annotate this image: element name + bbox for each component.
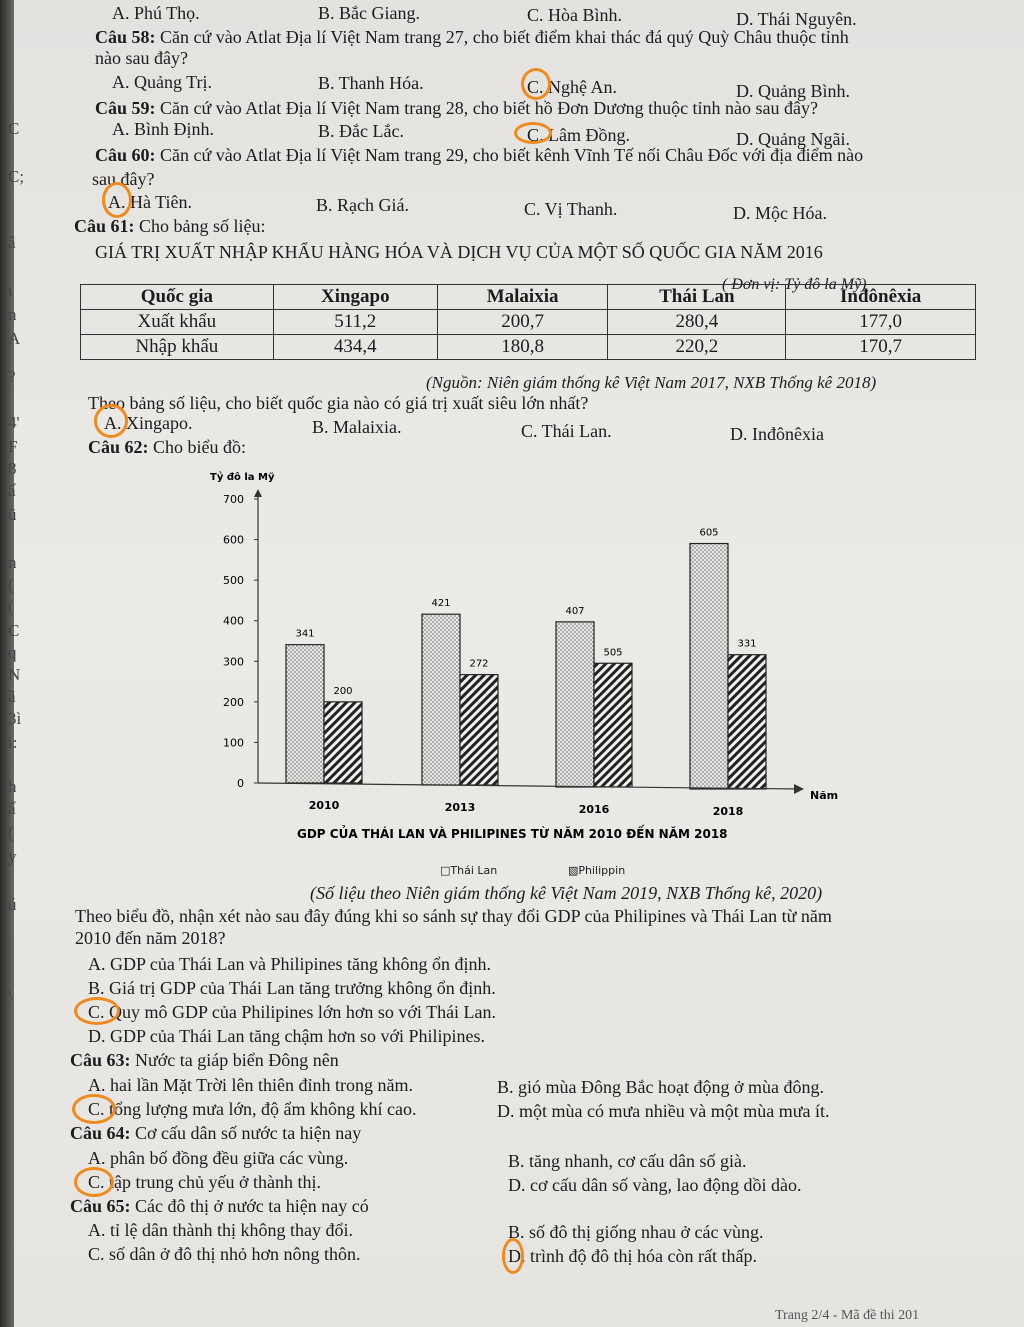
q60-option-b[interactable]: B. Rạch Giá. xyxy=(316,195,409,215)
q58-question xyxy=(95,28,849,48)
q61-prompt: Theo bảng số liệu, cho biết quốc gia nào có giá trị xuất siêu lớn nhất? xyxy=(88,393,589,413)
data-label: 407 xyxy=(565,605,585,617)
legend-thailan: □Thái Lan xyxy=(440,864,498,877)
q65-option-d[interactable]: D. trình độ đô thị hóa còn rất thấp. xyxy=(508,1246,757,1266)
x-tick-label: 2010 xyxy=(308,799,340,812)
q62-question xyxy=(88,438,246,458)
q62-prompt-line2: 2010 đến năm 2018? xyxy=(75,928,226,948)
table-cell: 434,4 xyxy=(273,335,437,360)
bar-philippin xyxy=(324,702,362,783)
q64-question xyxy=(70,1124,361,1144)
y-tick-label: 400 xyxy=(223,614,244,628)
table-cell: 180,8 xyxy=(437,335,607,360)
q63-text: Nước ta giáp biển Đông nên xyxy=(135,1050,339,1070)
table-row xyxy=(81,310,976,335)
y-tick-label: 200 xyxy=(223,695,244,709)
q59-option-d[interactable]: D. Quảng Ngãi. xyxy=(736,129,850,149)
x-axis xyxy=(258,783,804,818)
q64-option-d[interactable]: D. cơ cấu dân số vàng, lao động dồi dào. xyxy=(508,1175,802,1195)
q62-option-d[interactable]: D. GDP của Thái Lan tăng chậm hơn so với Philipines. xyxy=(88,1026,485,1046)
q62-label: Câu 62: xyxy=(88,437,149,457)
bar-philippin xyxy=(728,655,766,789)
q64-text: Cơ cấu dân số nước ta hiện nay xyxy=(135,1123,362,1143)
q59-label: Câu 59: xyxy=(95,98,156,118)
q58-option-a[interactable]: A. Quảng Trị. xyxy=(112,72,213,92)
bar-philippin xyxy=(460,675,498,785)
q64-option-b[interactable]: B. tăng nhanh, cơ cấu dân số già. xyxy=(508,1151,747,1171)
q62-prompt-line1: Theo biểu đồ, nhận xét nào sau đây đúng khi so sánh sự thay đổi GDP của Philipines và Thái Lan từ năm xyxy=(75,906,832,926)
q57-option-d[interactable]: D. Thái Nguyên. xyxy=(736,9,857,29)
data-label: 272 xyxy=(469,658,489,670)
bar-thailan xyxy=(690,544,728,789)
table-row xyxy=(81,335,976,360)
q61-question xyxy=(74,217,266,237)
q64-option-c[interactable]: C. tập trung chủ yếu ở thành thị. xyxy=(88,1172,321,1192)
q62-option-c[interactable]: C. Quy mô GDP của Philipines lớn hơn so với Thái Lan. xyxy=(88,1002,497,1022)
gdp-bar-chart xyxy=(200,465,860,841)
q60-option-d[interactable]: D. Mộc Hóa. xyxy=(733,203,827,223)
q64-option-a[interactable]: A. phân bố đồng đều giữa các vùng. xyxy=(88,1148,349,1168)
page-edge-shadow xyxy=(0,0,14,1327)
chart-bars xyxy=(286,528,766,789)
data-label: 605 xyxy=(699,527,719,539)
exam-page: C C; â ι n A ? 4' F 8 ấ ũ n ( ( C q N ã 3ì i: h ấ ( y ú \ A. Phú Thọ. B. Bắc Giang. C. Hòa Bình. D. Thái Nguyên. Câu 58: Căn cứ vào Atlat Địa lí Việt Nam trang 27, cho biết điểm khai thác đá quý Quỳ Châu thuộc tỉnh nào sau đây? A. Quảng Trị. B. Thanh Hóa. C. Nghệ An. D. Quảng Bình. Câu 59: Căn cứ vào Atlat Địa lí Việt Nam trang 28, cho biết hồ Đơn Dương thuộc tỉnh nào sau đây? A. Bình Định. B. Đắc Lắc. C. Lâm Đồng. D. Quảng Ngãi. Câu 60: Căn cứ vào Atlat Địa lí Việt Nam trang 29, cho biết kênh Vĩnh Tế nối Châu Đốc với địa điểm nào sau đây? A. Hà Tiên. B. Rạch Giá. C. Vị Thanh. D. Mộc Hóa. Câu 61: Cho bảng số liệu: GIÁ TRỊ XUẤT NHẬP KHẨU HÀNG HÓA VÀ DỊCH VỤ CỦA MỘT SỐ QUỐC GIA NĂM 2016 ( Đơn vị: Tỷ đô la Mỹ) Quốc gia Xingapo Malaixia Thái Lan Inđônêxia Xuất khẩu 511,2 200,7 280,4 177,0 Nhập khẩu 434,4 180,8 220,2 170,7 (Nguồn: Niên giám thống kê Việt Nam 2017, NXB Thống kê 2018) Theo bảng số liệu, cho biết quốc gia nào có giá trị xuất siêu lớn nhất? A. Xingapo. B. Malaixia. C. Thái Lan. D. Inđônêxia Câu 62: Cho biểu đồ: Tỷ đô la Mỹ 0 100 200 300 400 500 600 700 341 200 421 272 407 505 605 331 2010 2013 2016 2018 Năm GDP CỦA THÁI LAN VÀ PHILIPINES TỪ NĂM 2010 ĐẾN NĂM 2018 □Thái Lan ▧Philippin (Số liệu theo Niên giám thống kê Việt Nam 2019, NXB Thống kê, 2020) Theo biểu đồ, nhận xét nào sau đây đúng khi so sánh sự thay đổi GDP của Philipines và Thái Lan từ năm 2010 đến năm 2018? A. GDP của Thái Lan và Philipines tăng không ổn định. B. Giá trị GDP của Thái Lan tăng trưởng không ổn định. C. Quy mô GDP của Philipines lớn hơn so với Thái Lan. D. GDP của Thái Lan tăng chậm hơn so với Philipines. Câu 63: Nước ta giáp biển Đông nên A. hai lần Mặt Trời lên thiên đỉnh trong năm. B. gió mùa Đông Bắc hoạt động ở mùa đông. C. tổng lượng mưa lớn, độ ẩm không khí cao. D. một mùa có mưa nhiều và một mùa mưa ít. Câu 64: Cơ cấu dân số nước ta hiện nay A. phân bố đồng đều giữa các vùng. B. tăng nhanh, cơ cấu dân số già. C. tập trung chủ yếu ở thành thị. D. cơ cấu dân số vàng, lao động dồi dào. Câu 65: Các đô thị ở nước ta hiện nay có A. tỉ lệ dân thành thị không thay đổi. B. số đô thị giống nhau ở các vùng. C. số dân ở đô thị nhỏ hơn nông thôn. D. trình độ đô thị hóa còn rất thấp. Trang 2/4 - Mã đề thi 201 xyxy=(0,0,1024,1327)
q59-text: Căn cứ vào Atlat Địa lí Việt Nam trang 28, cho biết hồ Đơn Dương thuộc tỉnh nào sau đây? xyxy=(160,98,819,118)
y-tick-label: 300 xyxy=(223,655,244,669)
data-label: 200 xyxy=(333,685,353,697)
legend-philippin: ▧Philippin xyxy=(568,864,626,877)
q61-option-a[interactable]: A. Xingapo. xyxy=(104,413,193,433)
bar-thailan xyxy=(286,645,324,783)
chart-ylabel: Tỷ đô la Mỹ xyxy=(210,472,275,483)
q65-option-a[interactable]: A. tỉ lệ dân thành thị không thay đổi. xyxy=(88,1220,353,1240)
x-axis-arrow xyxy=(794,784,804,794)
table-cell: 200,7 xyxy=(437,310,607,335)
q58-text-line2: nào sau đây? xyxy=(95,48,188,68)
table-header: Malaixia xyxy=(437,285,607,310)
q58-text: Căn cứ vào Atlat Địa lí Việt Nam trang 27, cho biết điểm khai thác đá quý Quỳ Châu thuộc tỉnh xyxy=(160,27,849,47)
data-label: 505 xyxy=(603,647,623,659)
q63-question xyxy=(70,1051,339,1071)
q60-label: Câu 60: xyxy=(95,145,156,165)
q63-option-b[interactable]: B. gió mùa Đông Bắc hoạt động ở mùa đông. xyxy=(497,1077,824,1097)
table-cell: 280,4 xyxy=(608,310,786,335)
q63-option-d[interactable]: D. một mùa có mưa nhiều và một mùa mưa ít. xyxy=(497,1101,830,1121)
q60-question xyxy=(95,146,863,166)
q60-text-line2: sau đây? xyxy=(92,169,155,189)
data-label: 421 xyxy=(431,598,451,610)
q61-unit: ( Đơn vị: Tỷ đô la Mỹ) xyxy=(722,276,867,293)
q65-option-c[interactable]: C. số dân ở đô thị nhỏ hơn nông thôn. xyxy=(88,1244,361,1264)
q61-option-d[interactable]: D. Inđônêxia xyxy=(730,424,824,444)
bar-philippin xyxy=(594,663,632,787)
q57-option-c[interactable]: C. Hòa Bình. xyxy=(527,5,623,25)
q58-label: Câu 58: xyxy=(95,27,156,47)
q62-option-a[interactable]: A. GDP của Thái Lan và Philipines tăng không ổn định. xyxy=(88,954,491,974)
y-axis xyxy=(223,489,262,790)
bar-thailan xyxy=(556,622,594,787)
table-header-row xyxy=(81,285,976,310)
table-cell: 511,2 xyxy=(273,310,437,335)
table-cell: 220,2 xyxy=(608,335,786,360)
q59-option-c[interactable]: C. Lâm Đồng. xyxy=(527,125,630,145)
data-label: 331 xyxy=(737,638,757,650)
table-cell: Xuất khẩu xyxy=(81,310,274,335)
q60-text: Căn cứ vào Atlat Địa lí Việt Nam trang 29, cho biết kênh Vĩnh Tế nối Châu Đốc với địa điểm nào xyxy=(160,145,864,165)
export-import-table xyxy=(80,284,976,360)
q61-source: (Nguồn: Niên giám thống kê Việt Nam 2017, NXB Thống kê 2018) xyxy=(426,373,877,392)
q64-label: Câu 64: xyxy=(70,1123,131,1143)
y-tick-label: 500 xyxy=(223,574,244,588)
q63-option-c[interactable]: C. tổng lượng mưa lớn, độ ẩm không khí cao. xyxy=(88,1099,417,1119)
x-tick-label: 2018 xyxy=(712,805,744,818)
q61-option-b[interactable]: B. Malaixia. xyxy=(312,417,402,437)
q65-label: Câu 65: xyxy=(70,1196,131,1216)
q65-question xyxy=(70,1197,369,1217)
q58-option-d[interactable]: D. Quảng Bình. xyxy=(736,81,850,101)
table-cell: 170,7 xyxy=(786,335,976,360)
q63-label: Câu 63: xyxy=(70,1050,131,1070)
chart-xlabel: Năm xyxy=(810,789,839,802)
q62-source: (Số liệu theo Niên giám thống kê Việt Nam 2019, NXB Thống kê, 2020) xyxy=(310,883,823,903)
q62-text: Cho biểu đồ: xyxy=(153,437,247,457)
q61-text: Cho bảng số liệu: xyxy=(139,216,266,236)
x-tick-label: 2016 xyxy=(578,803,610,816)
y-tick-label: 700 xyxy=(223,493,244,506)
y-axis-arrow xyxy=(254,489,262,497)
q59-option-a[interactable]: A. Bình Định. xyxy=(112,119,215,139)
data-label: 341 xyxy=(295,628,315,640)
table-cell: Nhập khẩu xyxy=(81,335,274,360)
q59-question xyxy=(95,99,818,119)
q58-option-b[interactable]: B. Thanh Hóa. xyxy=(318,73,424,93)
q60-option-a[interactable]: A. Hà Tiên. xyxy=(108,192,193,212)
table-header: Quốc gia xyxy=(81,285,274,310)
q65-option-b[interactable]: B. số đô thị giống nhau ở các vùng. xyxy=(508,1222,764,1242)
q61-table-title: GIÁ TRỊ XUẤT NHẬP KHẨU HÀNG HÓA VÀ DỊCH VỤ CỦA MỘT SỐ QUỐC GIA NĂM 2016 xyxy=(95,242,823,262)
chart-title: GDP CỦA THÁI LAN VÀ PHILIPINES TỪ NĂM 2010 ĐẾN NĂM 2018 xyxy=(297,827,728,841)
page-footer: Trang 2/4 - Mã đề thi 201 xyxy=(775,1308,920,1323)
table-header: Xingapo xyxy=(273,285,437,310)
y-tick-label: 100 xyxy=(223,736,244,750)
x-tick-label: 2013 xyxy=(444,801,476,814)
q61-label: Câu 61: xyxy=(74,216,135,236)
q57-option-b[interactable]: B. Bắc Giang. xyxy=(318,3,420,23)
q65-text: Các đô thị ở nước ta hiện nay có xyxy=(135,1196,369,1216)
bar-thailan xyxy=(422,614,460,785)
table-cell: 177,0 xyxy=(786,310,976,335)
y-tick-label: 0 xyxy=(237,777,244,790)
table-header: Inđônêxia xyxy=(786,285,976,310)
q61-option-c[interactable]: C. Thái Lan. xyxy=(521,421,612,441)
q59-option-b[interactable]: B. Đắc Lắc. xyxy=(318,121,404,141)
q57-option-a[interactable]: A. Phú Thọ. xyxy=(112,3,200,23)
y-tick-label: 600 xyxy=(223,533,244,547)
q63-option-a[interactable]: A. hai lần Mặt Trời lên thiên đỉnh trong năm. xyxy=(88,1075,413,1095)
q58-option-c[interactable]: C. Nghệ An. xyxy=(527,77,617,97)
table-header: Thái Lan xyxy=(608,285,786,310)
q60-option-c[interactable]: C. Vị Thanh. xyxy=(524,199,618,219)
q62-option-b[interactable]: B. Giá trị GDP của Thái Lan tăng trưởng không ổn định. xyxy=(88,978,496,998)
